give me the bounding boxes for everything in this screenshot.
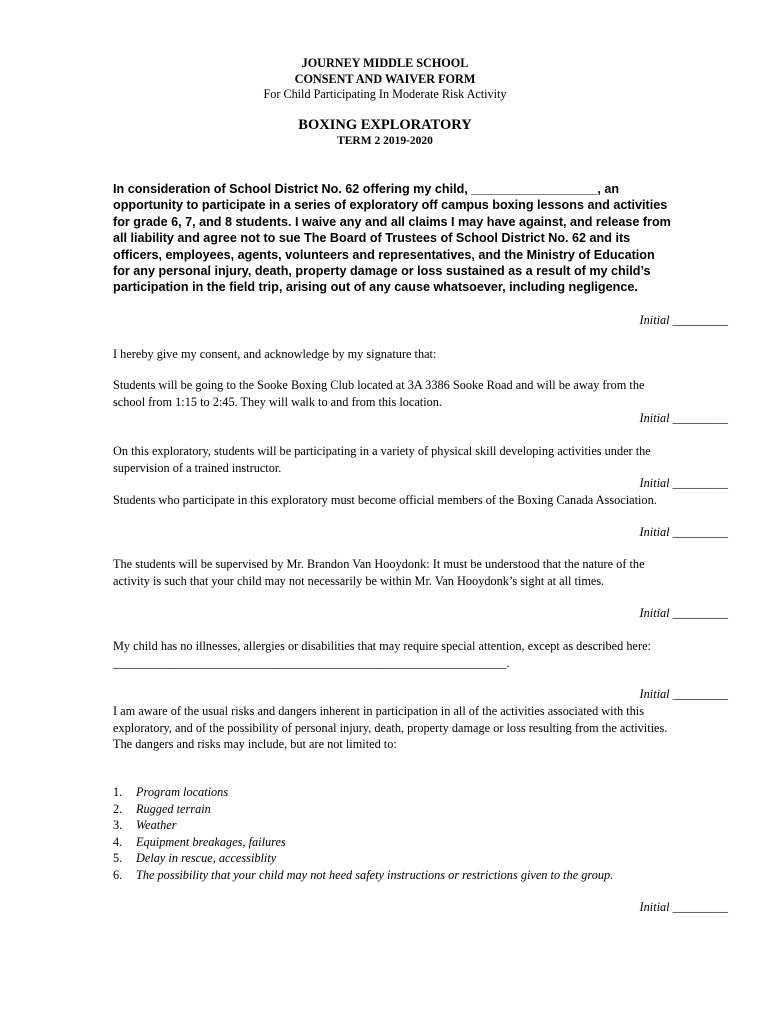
list-number: 5. [113, 851, 123, 866]
list-text: Weather [136, 818, 177, 833]
health-paragraph: My child has no illnesses, allergies or disabilities that may require special attention, except as described here: ________________________________________________________________. [113, 639, 651, 670]
initial-line-health[interactable]: Initial _________ [639, 687, 728, 701]
activities-paragraph: On this exploratory, students will be participating in a variety of physical skill developing activities under the supervision of a trained instructor. [113, 444, 651, 475]
initial-line-supervision[interactable]: Initial _________ [639, 606, 728, 620]
list-number: 3. [113, 818, 123, 833]
initial-line-waiver[interactable]: Initial _________ [639, 313, 728, 327]
school-name: JOURNEY MIDDLE SCHOOL [301, 56, 469, 70]
risks-intro-paragraph: I am aware of the usual risks and dangers inherent in participation in all of the activities associated with this exploratory, and of the possibility of personal injury, death, property damage or loss resulting from the activities. The dangers and risks may include, but are not limited to: [113, 704, 668, 752]
form-subtitle: For Child Participating In Moderate Risk Activity [263, 87, 507, 101]
list-text: Equipment breakages, failures [136, 834, 286, 849]
list-text: Program locations [136, 785, 229, 799]
waiver-paragraph: In consideration of School District No. 62 offering my child, __________________, an opportunity to participate in a series of exploratory off campus boxing lessons and activities for grade 6, 7, and 8 students. I waive any and all claims I may have against, and release from all liability and agree not to sue The Board of Trustees of School District No. 62 and its officers, employees, agents, volunteers and representatives, and the Ministry of Education for any personal injury, death, property damage or loss sustained as a result of my child’s participation in the field trip, arising out of any cause whatsoever, including negligence. [113, 182, 671, 295]
list-item [113, 834, 653, 851]
list-text: Delay in rescue, accessiblity [136, 851, 277, 866]
list-number: 2. [113, 801, 123, 816]
list-text: The possibility that your child may not heed safety instructions or restrictions given to the group. [136, 867, 614, 882]
list-number: 4. [113, 834, 123, 849]
location-paragraph: Students will be going to the Sooke Boxing Club located at 3A 3386 Sooke Road and will be away from the school from 1:15 to 2:45. They will walk to and from this location. [113, 378, 645, 409]
membership-paragraph: Students who participate in this exploratory must become official members of the Boxing Canada Association. [113, 493, 657, 507]
supervision-paragraph: The students will be supervised by Mr. Brandon Van Hooydonk: It must be understood that the nature of the activity is such that your child may not necessarily be within Mr. Van Hooydonk’s sight at all times. [113, 557, 645, 588]
list-item [113, 817, 653, 834]
activity-title: BOXING EXPLORATORY [298, 117, 472, 133]
list-number: 6. [113, 867, 123, 882]
list-item [113, 784, 653, 801]
list-text: Rugged terrain [136, 801, 211, 816]
form-header [0, 56, 770, 103]
list-item [113, 850, 653, 867]
list-item [113, 801, 653, 818]
list-number: 1. [113, 785, 123, 799]
initial-line-location[interactable]: Initial _________ [639, 411, 728, 425]
activity-term: TERM 2 2019-2020 [337, 135, 433, 147]
initial-line-membership[interactable]: Initial _________ [639, 525, 728, 539]
list-item [113, 867, 653, 884]
initial-line-risks[interactable]: Initial _________ [639, 900, 728, 914]
risks-list [113, 784, 653, 884]
form-name: CONSENT AND WAIVER FORM [294, 71, 476, 86]
consent-intro: I hereby give my consent, and acknowledge by my signature that: [113, 347, 437, 361]
initial-line-activities[interactable]: Initial _________ [639, 476, 728, 490]
